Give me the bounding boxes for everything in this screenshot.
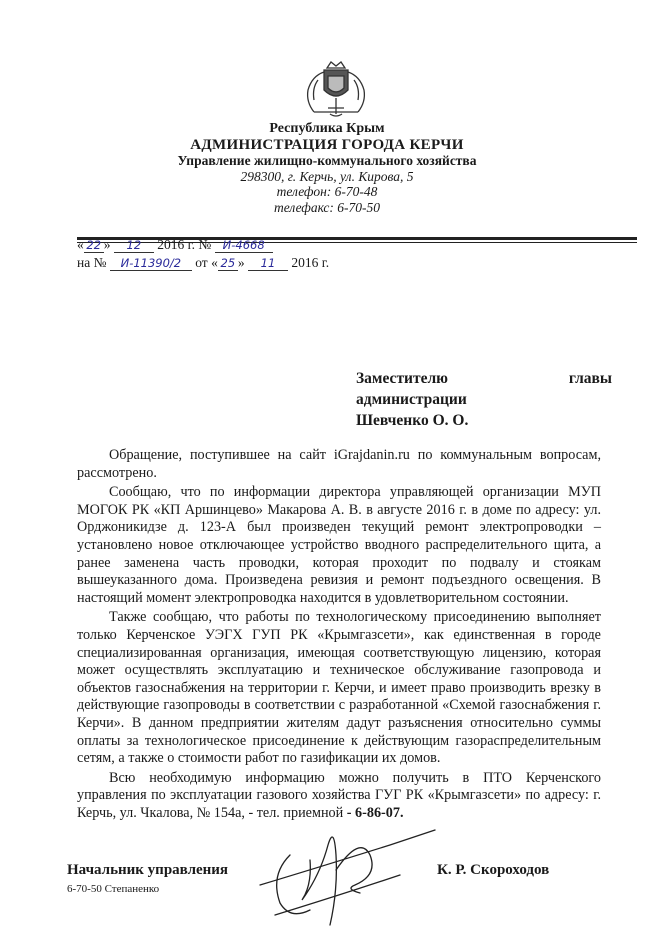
ref-number: И-11390/2 (110, 256, 192, 271)
ref-from: от « (195, 255, 218, 270)
header-department: Управление жилищно-коммунального хозяйства (177, 153, 477, 168)
reception-phone: - 6-86-07. (346, 804, 404, 821)
signatory-name: К. Р. Скороходов (437, 862, 550, 878)
body-paragraph-3: Также сообщаю, что работы по технологическому присоединению выполняет только Керченское УЭГХ ГУП РК «Крымгазсети», как единственная в городе специализированная организация, имеющая соответствующую лицензию, которая может осуществлять эксплуатацию и техническое обслуживание газопровода и объектов газоснабжения на территории г. Керчи, и имеет право производить врезку в действующие газопроводы в соответствии с разработанной «Схемой газоснабжения г. Керчи». В данном предприятии жителям дадут разъяснения относительно суммы оплаты за технологическое присоединение к действующим газораспределительным сетям, а также о стоимости работ по газификации их домов. (77, 609, 601, 767)
body-paragraph-1: Обращение, поступившее на сайт iGrajdanin.ru по коммунальным вопросам, рассмотрено. (77, 447, 601, 481)
signatory-position: Начальник управления (67, 862, 229, 878)
ref-month: 11 (248, 256, 288, 271)
header-address: 298300, г. Керчь, ул. Кирова, 5 (240, 169, 414, 184)
addressee-block (356, 368, 612, 431)
coat-of-arms-icon (298, 58, 374, 120)
ref-day: 25 (218, 256, 238, 271)
header-republic: Республика Крым (269, 121, 385, 136)
outgoing-registration (77, 237, 273, 253)
reg-number: И-4668 (215, 238, 273, 253)
addressee-line2: администрации (356, 391, 467, 408)
ref-quote-close: » (237, 255, 245, 270)
letter-body (77, 447, 601, 824)
ref-prefix: на № (77, 255, 107, 270)
ref-year: 2016 г. (291, 255, 330, 270)
header-admin-title: АДМИНИСТРАЦИЯ ГОРОДА КЕРЧИ (190, 137, 464, 153)
body-paragraph-2: Сообщаю, что по информации директора управляющей организации МУП МОГОК РК «КП Аршинцево» Макарова А. В. в августе 2016 г. в доме по адресу: ул. Орджоникидзе д. 123-А был произведен текущий ремонт электропроводки – установлено новое отключающее устройство вводного распределительного щита, а ранее заменена часть проводки, которая проходит по подвалу и стоякам вышеуказанного дома. Произведена ревизия и ремонт подъездного освещения. В настоящий момент электропроводка находится в удовлетворительном состоянии. (77, 484, 601, 606)
handwritten-signature (250, 815, 440, 930)
reg-year-label: 2016 г. № (157, 237, 212, 252)
header-fax: телефакс: 6-70-50 (273, 200, 381, 215)
reg-quote-close: » (103, 237, 111, 252)
incoming-reference (77, 255, 329, 271)
reg-day: 22 (84, 238, 104, 253)
addressee-word2: главы (568, 370, 612, 387)
header-phone: телефон: 6-70-48 (276, 184, 378, 199)
addressee-word1: Заместителю (356, 370, 449, 387)
addressee-line3: Шевченко О. О. (356, 412, 469, 429)
reg-month: 12 (114, 238, 154, 253)
reg-quote-open: « (77, 237, 84, 252)
body-paragraph-4-text: Всю необходимую информацию можно получить в ПТО Керченского управления по эксплуатации газового хозяйства ГУГ РК «Крымгазсети» по адресу: г. Керчь, ул. Чкалова, № 154а, - тел. приемной (77, 769, 601, 821)
executor-note: 6-70-50 Степаненко (67, 883, 160, 895)
